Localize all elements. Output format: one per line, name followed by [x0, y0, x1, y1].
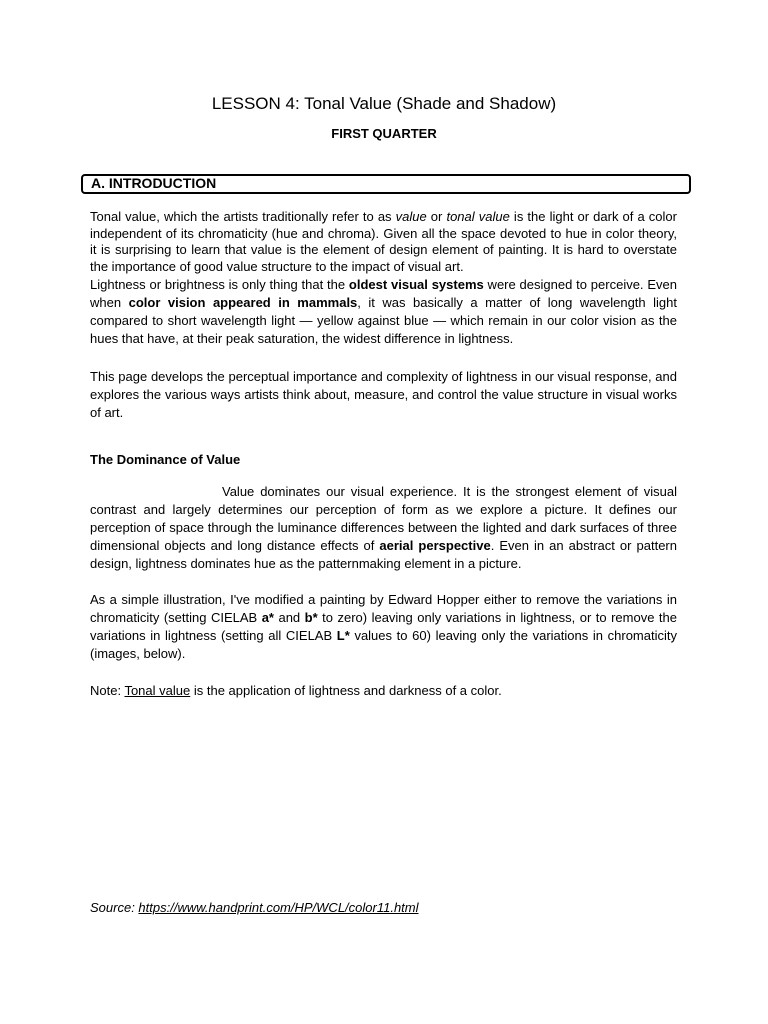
p2-bold-oldest-visual-systems: oldest visual systems	[348, 277, 484, 292]
p5-bold-l-star: L*	[336, 628, 350, 643]
p2-text-3: , it was basically a matter of long wavelength light compared to short wavelength light — yellow against blue — which remain in our color vision as the hues that have, at their peak saturation, the widest difference in lightness.	[90, 295, 677, 346]
p1-emphasis-value: value	[395, 209, 427, 224]
p1-text-2: or	[426, 209, 447, 224]
dominance-of-value-heading: The Dominance of Value	[90, 452, 241, 467]
intro-paragraph-3: This page develops the perceptual importance and complexity of lightness in our visual response, and explores the various ways artists think about, measure, and control the value structure in visual works of art.	[90, 369, 677, 420]
p4-text-2: . Even in an abstract or pattern design, lightness dominates hue as the patternmaking element in a picture.	[90, 538, 677, 571]
section-heading-box	[81, 174, 691, 194]
p5-text-4: values to 60) leaving only the variations in chromaticity (images, below).	[90, 628, 677, 661]
note-label: Note:	[90, 683, 125, 698]
note-line	[90, 682, 677, 700]
source-line	[90, 899, 677, 917]
p5-text-3: to zero) leaving only variations in lightness, or to remove the variations in lightness (setting all CIELAB	[90, 610, 678, 643]
lesson-title: LESSON 4: Tonal Value (Shade and Shadow)	[211, 94, 557, 113]
p5-bold-b-star: b*	[304, 610, 318, 625]
note-term-tonal-value: Tonal value	[124, 683, 191, 698]
p1-text-3: is the light or dark of a color independent of its chromaticity (hue and chroma). Given all the space devoted to hue in color theory, it is surprising to learn that value is the element of design element of painting. It is hard to overstate the importance of good value structure to the impact of visual art.	[90, 209, 677, 274]
p5-text-2: and	[273, 610, 305, 625]
intro-paragraph-2	[90, 276, 677, 348]
p5-text-1: As a simple illustration, I've modified a painting by Edward Hopper either to remove the variations in chromaticity (setting CIELAB	[90, 592, 677, 625]
dominance-paragraph-2	[90, 591, 677, 663]
p1-emphasis-tonal-value: tonal value	[446, 209, 510, 224]
quarter-subtitle: FIRST QUARTER	[331, 126, 437, 141]
p5-bold-a-star: a*	[261, 610, 274, 625]
section-heading: A. INTRODUCTION	[91, 175, 217, 191]
source-link[interactable]: https://www.handprint.com/HP/WCL/color11.html	[138, 900, 419, 915]
p4-text-1: Value dominates our visual experience. It is the strongest element of visual contrast and largely determines our perception of form as we explore a picture. It defines our perception of space through the luminance differences between the lighted and dark surfaces of three dimensional objects and long distance effects of	[90, 484, 677, 553]
p4-bold-aerial-perspective: aerial perspective	[379, 538, 491, 553]
p2-text-1: Lightness or brightness is only thing that the	[90, 277, 349, 292]
p2-text-2: were designed to perceive. Even when	[90, 277, 677, 310]
note-text: is the application of lightness and darkness of a color.	[190, 683, 502, 698]
p1-text-1: Tonal value, which the artists traditionally refer to as	[90, 209, 396, 224]
p2-bold-color-vision: color vision appeared in mammals	[128, 295, 358, 310]
dominance-paragraph-1	[90, 483, 677, 573]
intro-paragraph-1	[90, 209, 677, 275]
source-label: Source:	[90, 900, 139, 915]
